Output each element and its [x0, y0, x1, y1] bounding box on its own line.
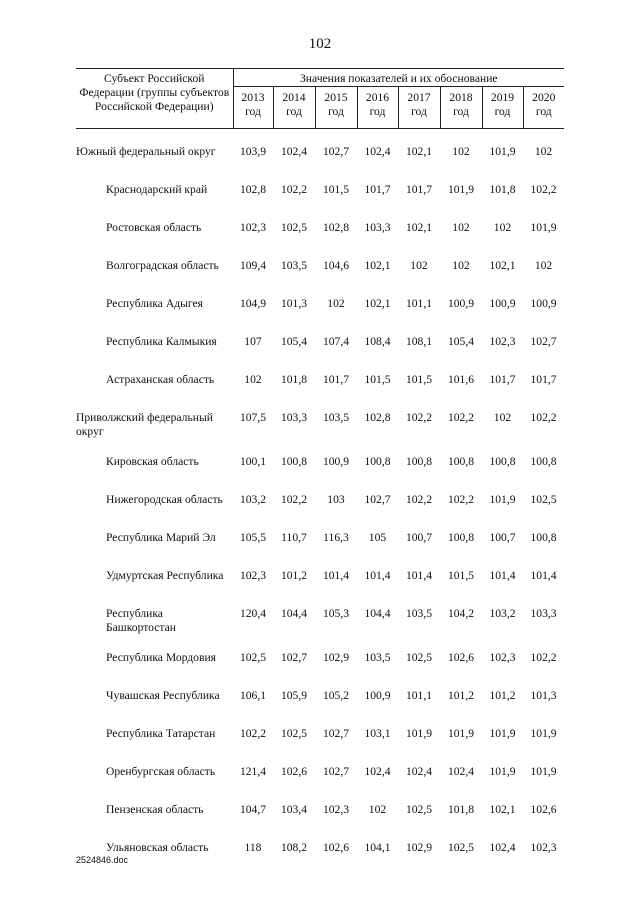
- value-cell: 102,5: [447, 841, 475, 854]
- value-cell: 101,9: [530, 727, 557, 740]
- value-cell: 102,1: [405, 221, 433, 234]
- region-name: Республика Марий Эл: [106, 531, 216, 544]
- value-cell: 101,4: [530, 569, 557, 582]
- value-cell: 100,7: [489, 531, 516, 544]
- year-header: 2017 год: [398, 87, 440, 129]
- value-cell: 103,1: [364, 727, 391, 740]
- year-header: 2015 год: [315, 87, 357, 129]
- value-cell: 104,4: [280, 607, 308, 620]
- value-cell: 102,4: [364, 145, 391, 158]
- value-cell: 100,8: [530, 455, 557, 468]
- value-cell: 105,4: [280, 335, 308, 348]
- value-cell: 102: [327, 297, 345, 310]
- value-cell: 105,3: [322, 607, 350, 620]
- region-row: [76, 841, 564, 863]
- value-cell: 101,4: [322, 569, 350, 582]
- value-cell: 102,6: [447, 651, 475, 664]
- value-cell: 100,8: [280, 455, 308, 468]
- value-cell: 101,7: [530, 373, 557, 386]
- value-cell: 100,9: [322, 455, 350, 468]
- value-cell: 101,2: [447, 689, 475, 702]
- value-cell: 103,3: [280, 411, 308, 424]
- region-row: [76, 259, 564, 281]
- year-header: 2014 год: [273, 87, 315, 129]
- region-row: [76, 727, 564, 749]
- value-cell: 100,9: [489, 297, 516, 310]
- value-cell: 100,8: [405, 455, 433, 468]
- region-name: Республика Адыгея: [106, 297, 203, 310]
- year-header: 2016 год: [357, 87, 398, 129]
- value-cell: 101,3: [280, 297, 308, 310]
- values-group-header: Значения показателей и их обоснование: [233, 69, 564, 87]
- value-cell: 102,2: [447, 493, 475, 506]
- value-cell: 101,5: [405, 373, 433, 386]
- value-cell: 101,7: [364, 183, 391, 196]
- value-cell: 102,1: [364, 259, 391, 272]
- value-cell: 102: [452, 259, 470, 272]
- value-cell: 101,1: [405, 689, 433, 702]
- value-cell: 107,4: [322, 335, 350, 348]
- value-cell: 102,8: [239, 183, 267, 196]
- value-cell: 102,4: [447, 765, 475, 778]
- value-cell: 103,3: [530, 607, 557, 620]
- value-cell: 102,3: [530, 841, 557, 854]
- region-row: [76, 607, 564, 635]
- value-cell: 105,2: [322, 689, 350, 702]
- indicators-table: [76, 68, 564, 879]
- value-cell: 104,7: [239, 803, 267, 816]
- region-row: [76, 373, 564, 395]
- value-cell: 100,9: [447, 297, 475, 310]
- district-name: Приволжский федеральный округ: [76, 411, 213, 438]
- value-cell: 105,9: [280, 689, 308, 702]
- value-cell: 104,6: [322, 259, 350, 272]
- value-cell: 101,9: [530, 221, 557, 234]
- region-row: [76, 455, 564, 477]
- value-cell: 100,8: [364, 455, 391, 468]
- value-cell: 101,8: [489, 183, 516, 196]
- region-row: [76, 531, 564, 553]
- value-cell: 104,1: [364, 841, 391, 854]
- region-name: Удмуртская Республика: [106, 569, 224, 582]
- value-cell: 102,2: [280, 493, 308, 506]
- value-cell: 102,2: [405, 493, 433, 506]
- region-name: Волгоградская область: [106, 259, 219, 272]
- value-cell: 102,7: [280, 651, 308, 664]
- value-cell: 102,8: [322, 221, 350, 234]
- value-cell: 102: [534, 145, 553, 158]
- value-cell: 101,5: [322, 183, 350, 196]
- value-cell: 102,4: [489, 841, 516, 854]
- region-name: Пензенская область: [106, 803, 204, 816]
- value-cell: 101,4: [405, 569, 433, 582]
- value-cell: 102: [452, 145, 470, 158]
- page-number: 102: [308, 36, 332, 52]
- value-cell: 102,7: [322, 765, 350, 778]
- value-cell: 101,2: [280, 569, 308, 582]
- value-cell: 100,8: [447, 531, 475, 544]
- region-name: Краснодарский край: [106, 183, 208, 196]
- value-cell: 101,7: [489, 373, 516, 386]
- region-row: [76, 803, 564, 825]
- value-cell: 102,8: [364, 411, 391, 424]
- value-cell: 102,2: [530, 651, 557, 664]
- value-cell: 103,4: [280, 803, 308, 816]
- region-name: Ульяновская область: [106, 841, 209, 854]
- value-cell: 102,2: [530, 411, 557, 424]
- value-cell: 102,6: [322, 841, 350, 854]
- region-row: [76, 651, 564, 673]
- value-cell: 102,7: [530, 335, 557, 348]
- region-row: [76, 689, 564, 711]
- value-cell: 102,5: [280, 727, 308, 740]
- district-row: [76, 411, 564, 439]
- value-cell: 102,1: [364, 297, 391, 310]
- value-cell: 110,7: [281, 531, 307, 544]
- region-name: Республика Татарстан: [106, 727, 216, 740]
- value-cell: 101,9: [530, 765, 557, 778]
- value-cell: 101,9: [489, 727, 516, 740]
- region-row: [76, 569, 564, 591]
- region-name: Ростовская область: [106, 221, 202, 234]
- value-cell: 108,1: [405, 335, 433, 348]
- value-cell: 102,5: [530, 493, 557, 506]
- value-cell: 118: [244, 841, 262, 854]
- value-cell: 103,3: [364, 221, 391, 234]
- value-cell: 102,5: [280, 221, 308, 234]
- value-cell: 104,2: [447, 607, 475, 620]
- value-cell: 105: [368, 531, 387, 544]
- region-row: [76, 221, 564, 243]
- value-cell: 102: [244, 373, 262, 386]
- region-name: Кировская область: [106, 455, 199, 468]
- value-cell: 103,5: [322, 411, 350, 424]
- value-cell: 105,5: [239, 531, 267, 544]
- region-row: [76, 493, 564, 515]
- value-cell: 102: [534, 259, 553, 272]
- region-name: Республика Калмыкия: [106, 335, 217, 348]
- value-cell: 101,2: [489, 689, 516, 702]
- value-cell: 100,8: [530, 531, 557, 544]
- value-cell: 101,4: [489, 569, 516, 582]
- value-cell: 102,2: [405, 411, 433, 424]
- value-cell: 103,5: [280, 259, 308, 272]
- value-cell: 102,1: [489, 803, 516, 816]
- document-filename: 2524846.doc: [76, 855, 129, 865]
- value-cell: 106,1: [239, 689, 267, 702]
- value-cell: 103,5: [364, 651, 391, 664]
- value-cell: 100,9: [364, 689, 391, 702]
- value-cell: 104,9: [239, 297, 267, 310]
- value-cell: 105,4: [447, 335, 475, 348]
- value-cell: 100,8: [447, 455, 475, 468]
- district-name: Южный федеральный округ: [76, 145, 216, 158]
- value-cell: 103,2: [239, 493, 267, 506]
- value-cell: 107: [244, 335, 262, 348]
- value-cell: 108,2: [280, 841, 308, 854]
- value-cell: 101,7: [322, 373, 350, 386]
- value-cell: 101,7: [405, 183, 433, 196]
- value-cell: 101,9: [489, 145, 516, 158]
- value-cell: 121,4: [239, 765, 267, 778]
- value-cell: 101,8: [447, 803, 475, 816]
- value-cell: 102,5: [405, 651, 433, 664]
- region-name: Чувашская Республика: [106, 689, 220, 702]
- value-cell: 102,4: [280, 145, 308, 158]
- value-cell: 102: [452, 221, 470, 234]
- value-cell: 100,9: [530, 297, 557, 310]
- value-cell: 103,5: [405, 607, 433, 620]
- value-cell: 102,3: [322, 803, 350, 816]
- value-cell: 120,4: [239, 607, 267, 620]
- value-cell: 108,4: [364, 335, 391, 348]
- value-cell: 109,4: [239, 259, 267, 272]
- region-name: Нижегородская область: [106, 493, 223, 506]
- value-cell: 104,4: [364, 607, 391, 620]
- value-cell: 101,9: [489, 493, 516, 506]
- value-cell: 102,5: [239, 651, 267, 664]
- value-cell: 101,3: [530, 689, 557, 702]
- year-header: 2020 год: [523, 87, 564, 129]
- value-cell: 102,2: [530, 183, 557, 196]
- value-cell: 102,4: [364, 765, 391, 778]
- value-cell: 116,3: [323, 531, 349, 544]
- value-cell: 103: [327, 493, 345, 506]
- value-cell: 102,4: [405, 765, 433, 778]
- year-header: 2013 год: [233, 87, 273, 129]
- region-name: Оренбургская область: [106, 765, 216, 778]
- value-cell: 101,9: [447, 727, 475, 740]
- value-cell: 100,1: [239, 455, 267, 468]
- value-cell: 101,9: [447, 183, 475, 196]
- value-cell: 102,3: [489, 335, 516, 348]
- region-row: [76, 335, 564, 357]
- value-cell: 102,3: [239, 221, 267, 234]
- value-cell: 101,8: [280, 373, 308, 386]
- value-cell: 101,4: [364, 569, 391, 582]
- year-header: 2018 год: [440, 87, 482, 129]
- region-name: Республика Башкортостан: [106, 607, 176, 634]
- year-header: 2019 год: [482, 87, 523, 129]
- value-cell: 101,5: [447, 569, 475, 582]
- value-cell: 101,5: [364, 373, 391, 386]
- value-cell: 102,2: [447, 411, 475, 424]
- value-cell: 102: [410, 259, 428, 272]
- value-cell: 102,2: [239, 727, 267, 740]
- value-cell: 102,9: [322, 651, 350, 664]
- value-cell: 102,9: [405, 841, 433, 854]
- value-cell: 102,1: [489, 259, 516, 272]
- value-cell: 101,9: [405, 727, 433, 740]
- value-cell: 102,7: [322, 145, 350, 158]
- region-row: [76, 183, 564, 205]
- value-cell: 102,7: [322, 727, 350, 740]
- value-cell: 101,9: [489, 765, 516, 778]
- value-cell: 102,2: [280, 183, 308, 196]
- value-cell: 102,1: [405, 145, 433, 158]
- value-cell: 100,7: [405, 531, 433, 544]
- subject-column-header: Субъект Российской Федерации (группы субъектов Российской Федерации): [76, 69, 233, 129]
- value-cell: 102,6: [280, 765, 308, 778]
- value-cell: 102: [368, 803, 387, 816]
- region-name: Республика Мордовия: [106, 651, 216, 664]
- value-cell: 101,1: [405, 297, 433, 310]
- value-cell: 102: [493, 411, 512, 424]
- value-cell: 102: [493, 221, 512, 234]
- value-cell: 107,5: [239, 411, 267, 424]
- region-row: [76, 765, 564, 787]
- value-cell: 103,2: [489, 607, 516, 620]
- value-cell: 103,9: [239, 145, 267, 158]
- region-name: Астраханская область: [106, 373, 215, 386]
- value-cell: 102,5: [405, 803, 433, 816]
- value-cell: 102,3: [239, 569, 267, 582]
- value-cell: 101,6: [447, 373, 475, 386]
- value-cell: 102,3: [489, 651, 516, 664]
- district-row: [76, 145, 564, 167]
- value-cell: 100,8: [489, 455, 516, 468]
- value-cell: 102,6: [530, 803, 557, 816]
- region-row: [76, 297, 564, 319]
- value-cell: 102,7: [364, 493, 391, 506]
